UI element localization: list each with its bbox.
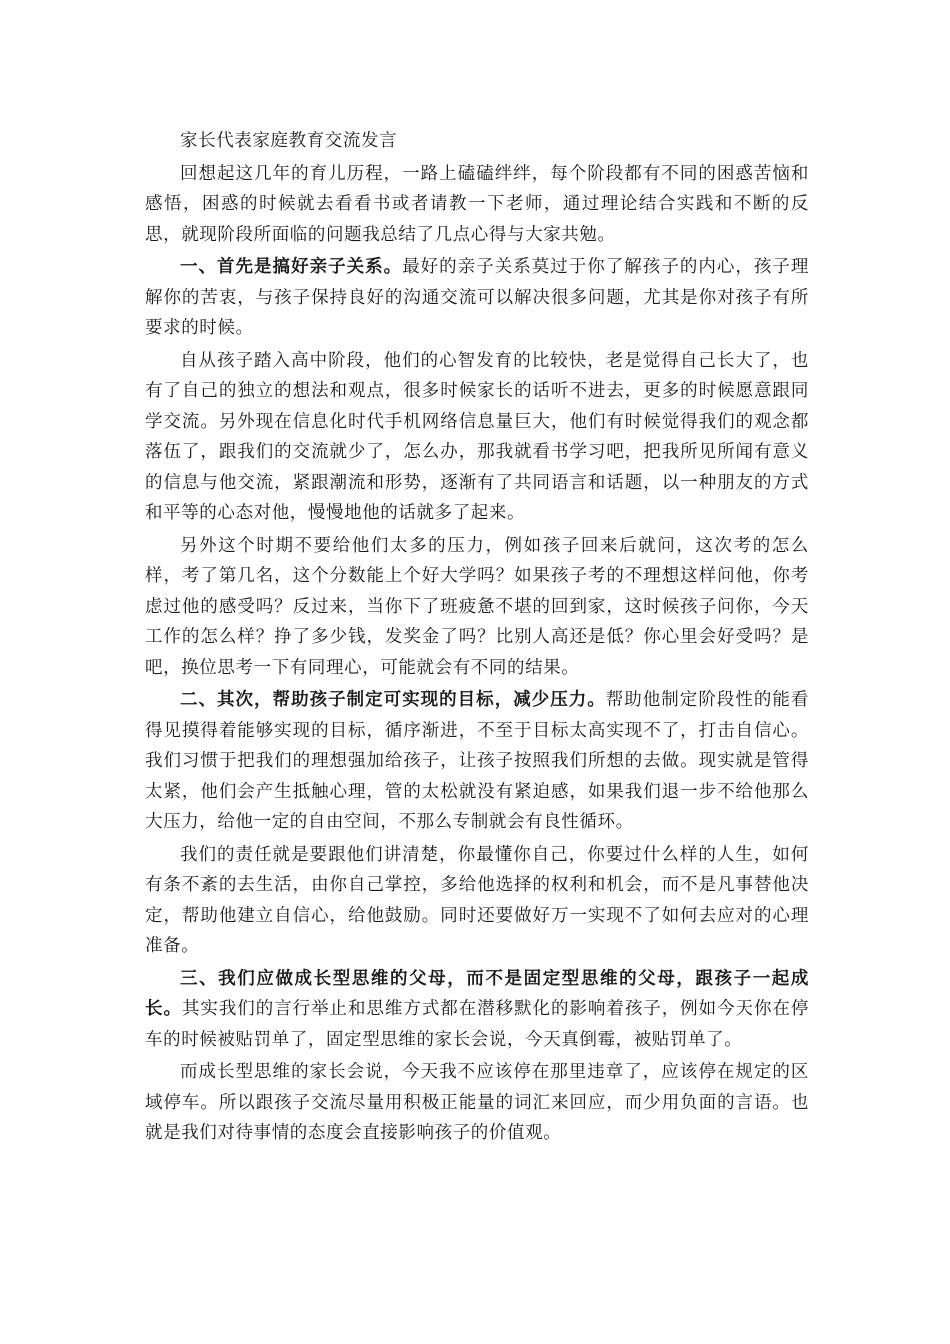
paragraph-7-text: 其实我们的言行举止和思维方式都在潜移默化的影响着孩子，例如今天你在停车的时候被贴罚单了，固定型思维的家长会说，今天真倒霉，被贴罚单了。 [145,999,810,1050]
paragraph-3 [145,346,809,529]
paragraph-4 [145,531,809,684]
document-title: 家长代表家庭教育交流发言 [180,131,398,151]
paragraph-1 [145,159,809,251]
paragraph-8 [145,1057,809,1149]
paragraph-5 [145,685,809,838]
paragraph-5-text: 帮助他制定阶段性的能看得见摸得着能够实现的目标，循序渐进，不至于目标太高实现不了，打击自信心。我们习惯于把我们的理想强加给孩子，让孩子按照我们所想的去做。现实就是管得太紧，他们会产生抵触心理，管的太松就没有紧迫感，如果我们退一步不给他那么大压力，给他一定的自由空间，不那么专制就会有良性循环。 [145,690,809,832]
paragraph-4-text: 另外这个时期不要给他们太多的压力，例如孩子回来后就问，这次考的怎么样，考了第几名，这个分数能上个好大学吗？如果孩子考的不理想这样问他，你考虑过他的感受吗？反过来，当你下了班疲惫不堪的回到家，这时候孩子问你，今天工作的怎么样？挣了多少钱，发奖金了吗？比别人高还是低？你心里会好受吗？是吧，换位思考一下有同理心，可能就会有不同的结果。 [145,535,809,678]
paragraph-6 [145,840,809,962]
paragraph-3-text: 自从孩子踏入高中阶段，他们的心智发育的比较快，老是觉得自己长大了，也有了自己的独立的想法和观点，很多时候家长的话听不进去，更多的时候愿意跟同学交流。另外现在信息化时代手机网络信息量巨大，他们有时候觉得我们的观念都落伍了，跟我们的交流就少了，怎么办，那我就看书学习吧，把我所见所闻有意义的信息与他交流，紧跟潮流和形势，逐渐有了共同语言和话题，以一种朋友的方式和平等的心态对他，慢慢地他的话就多了起来。 [145,350,809,523]
paragraph-6-text: 我们的责任就是要跟他们讲清楚，你最懂你自己，你要过什么样的人生，如何有条不紊的去生活，由你自己掌控，多给他选择的权利和机会，而不是凡事替他决定，帮助他建立自信心，给他鼓励。同时还要做好万一实现不了如何去应对的心理准备。 [145,844,809,956]
paragraph-5-lead: 二、其次，帮助孩子制定可实现的目标，减少压力。 [180,690,606,710]
paragraph-7 [145,964,809,1056]
paragraph-7-lead: 三、我们应做成长型思维的父母，而不是固定型思维的父母，跟孩子一起成长。 [145,968,809,1019]
document-page [145,126,809,1151]
paragraph-2-lead: 一、首先是搞好亲子关系。 [180,257,403,277]
paragraph-2 [145,252,809,344]
paragraph-2-text: 最好的亲子关系莫过于你了解孩子的内心，孩子理解你的苦衷，与孩子保持良好的沟通交流可以解决很多问题，尤其是你对孩子有所要求的时候。 [145,257,810,338]
paragraph-1-text: 回想起这几年的育儿历程，一路上磕磕绊绊，每个阶段都有不同的困惑苦恼和感悟，困惑的时候就去看看书或者请教一下老师，通过理论结合实践和不断的反思，就现阶段所面临的问题我总结了几点心得与大家共勉。 [145,163,809,245]
paragraph-8-text: 而成长型思维的家长会说，今天我不应该停在那里违章了，应该停在规定的区域停车。所以跟孩子交流尽量用积极正能量的词汇来回应，而少用负面的言语。也就是我们对待事情的态度会直接影响孩子的价值观。 [145,1062,809,1143]
